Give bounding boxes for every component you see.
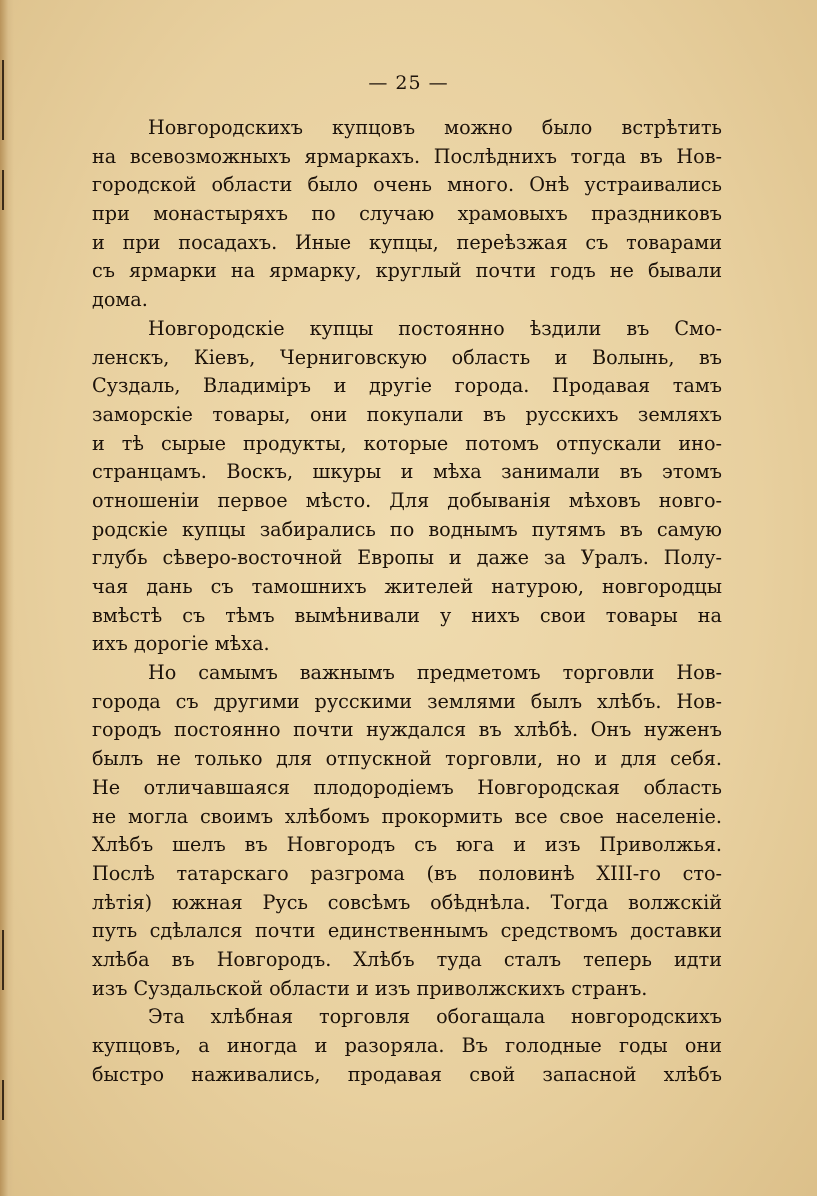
- text-line: родскіе купцы забирались по воднымъ путямъ въ самую: [92, 517, 722, 541]
- text-line: быстро наживались, продавая свой запасной хлѣбъ: [92, 1062, 722, 1086]
- paragraph: [92, 659, 722, 1003]
- paragraph: [92, 315, 722, 659]
- text-line: отношеніи первое мѣсто. Для добыванія мѣховъ новго-: [92, 488, 722, 512]
- text-line: Новгородскіе купцы постоянно ѣздили въ Смо-: [148, 316, 722, 340]
- text-line: путь сдѣлался почти единственнымъ средствомъ доставки: [92, 919, 722, 943]
- text-line: съ ярмарки на ярмарку, круглый почти годъ не бывали: [92, 259, 722, 283]
- text-line: ленскъ, Кіевъ, Черниговскую область и Волынь, въ: [92, 345, 722, 369]
- text-line: при монастыряхъ по случаю храмовыхъ праздниковъ: [92, 202, 722, 226]
- text-line: Суздаль, Владиміръ и другіе города. Продавая тамъ: [92, 374, 722, 398]
- text-line: странцамъ. Воскъ, шкуры и мѣха занимали въ этомъ: [92, 460, 722, 484]
- text-line: Эта хлѣбная торговля обогащала новгородскихъ: [148, 1005, 722, 1029]
- text-line: глубь сѣверо-восточной Европы и даже за Уралъ. Полу-: [92, 546, 722, 570]
- text-line: городской области было очень много. Онѣ устраивались: [92, 173, 722, 197]
- text-line: былъ не только для отпускной торговли, но и для себя.: [92, 747, 722, 771]
- edge-mark: [2, 170, 4, 210]
- edge-mark: [2, 1080, 4, 1120]
- text-line: купцовъ, а иногда и разоряла. Въ голодные годы они: [92, 1034, 722, 1057]
- paragraph: [92, 114, 722, 315]
- text-line: дома.: [92, 288, 148, 312]
- page-number: — 25 —: [368, 72, 449, 94]
- text-line: чая дань съ тамошнихъ жителей натурою, новгородцы: [92, 575, 722, 598]
- edge-mark: [2, 930, 4, 990]
- text-line: хлѣба въ Новгородъ. Хлѣбъ туда сталъ теперь идти: [92, 947, 722, 971]
- text-line: города съ другими русскими землями былъ хлѣбъ. Нов-: [92, 689, 722, 713]
- text-line: вмѣстѣ съ тѣмъ вымѣнивали у нихъ свои товары на: [92, 603, 722, 627]
- text-line: Послѣ татарскаго разгрома (въ половинѣ XIII-го сто-: [92, 861, 722, 885]
- text-line: Хлѣбъ шелъ въ Новгородъ съ юга и изъ Приволжья.: [92, 833, 722, 857]
- text-line: изъ Суздальской области и изъ приволжскихъ странъ.: [92, 976, 648, 1000]
- text-line: ихъ дорогіе мѣха.: [92, 632, 270, 656]
- text-line: не могла своимъ хлѣбомъ прокормить все свое населеніе.: [92, 804, 722, 828]
- text-line: лѣтія) южная Русь совсѣмъ обѣднѣла. Тогда волжскій: [92, 890, 722, 914]
- text-line: на всевозможныхъ ярмаркахъ. Послѣднихъ тогда въ Нов-: [92, 144, 722, 168]
- paragraph: [92, 1003, 722, 1089]
- text-line: Не отличавшаяся плодородіемъ Новгородская область: [92, 775, 722, 799]
- text-line: городъ постоянно почти нуждался въ хлѣбѣ. Онъ нуженъ: [92, 718, 722, 742]
- text-line: и тѣ сырые продукты, которые потомъ отпускали ино-: [92, 431, 722, 455]
- text-line: Но самымъ важнымъ предметомъ торговли Нов-: [148, 661, 722, 685]
- text-line: заморскіе товары, они покупали въ русскихъ земляхъ: [92, 402, 722, 426]
- body-text: [92, 114, 722, 1089]
- text-line: и при посадахъ. Иные купцы, переѣзжая съ товарами: [92, 230, 722, 254]
- text-line: Новгородскихъ купцовъ можно было встрѣтить: [148, 116, 722, 139]
